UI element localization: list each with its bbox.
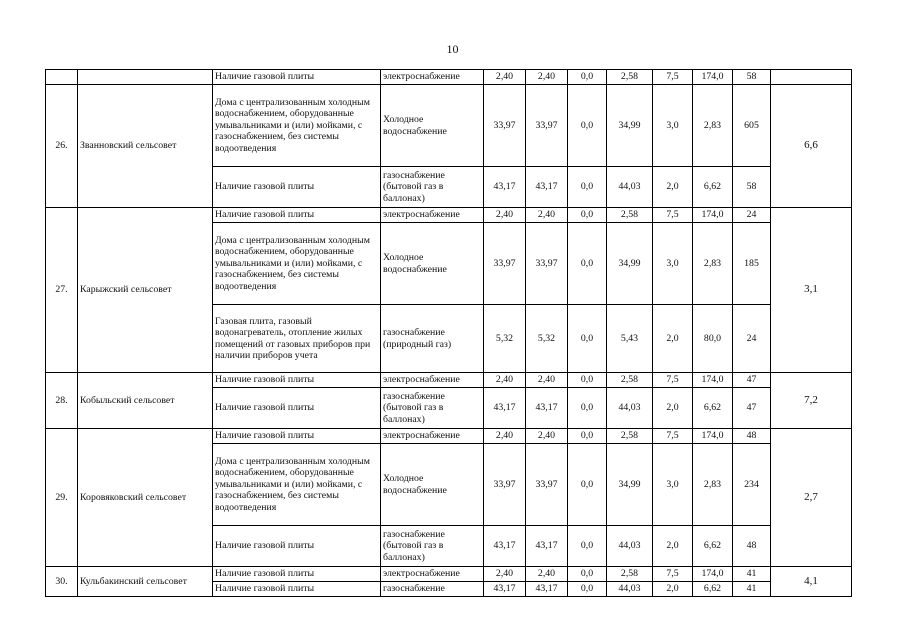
row-number: 26. bbox=[46, 85, 78, 208]
value-5: 3,0 bbox=[653, 444, 693, 526]
value-6: 2,83 bbox=[693, 444, 733, 526]
description-cell: Наличие газовой плиты bbox=[213, 526, 381, 567]
value-3: 0,0 bbox=[568, 567, 607, 582]
value-3: 0,0 bbox=[568, 223, 607, 305]
value-6: 6,62 bbox=[693, 167, 733, 208]
value-3: 0,0 bbox=[568, 305, 607, 373]
value-4: 34,99 bbox=[607, 223, 653, 305]
value-5: 3,0 bbox=[653, 85, 693, 167]
value-2: 33,97 bbox=[526, 444, 568, 526]
value-1: 2,40 bbox=[484, 567, 526, 582]
value-2: 2,40 bbox=[526, 208, 568, 223]
value-7: 41 bbox=[733, 582, 771, 597]
description-cell: Дома с централизованным холодным водоснабжением, оборудованные умывальниками и (или) мойками, с газоснабжением, без системы водоотведения bbox=[213, 85, 381, 167]
value-4: 5,43 bbox=[607, 305, 653, 373]
resource-cell: газоснабжение (бытовой газ в баллонах) bbox=[381, 526, 484, 567]
resource-cell: газоснабжение (бытовой газ в баллонах) bbox=[381, 167, 484, 208]
value-4: 2,58 bbox=[607, 429, 653, 444]
value-6: 174,0 bbox=[693, 70, 733, 85]
value-6: 6,62 bbox=[693, 582, 733, 597]
value-4: 44,03 bbox=[607, 526, 653, 567]
value-1: 2,40 bbox=[484, 373, 526, 388]
settlement-name: Кульбакинский сельсовет bbox=[78, 567, 213, 597]
value-3: 0,0 bbox=[568, 429, 607, 444]
value-7: 41 bbox=[733, 567, 771, 582]
value-6: 174,0 bbox=[693, 567, 733, 582]
settlement-name: Званновский сельсовет bbox=[78, 85, 213, 208]
resource-cell: электроснабжение bbox=[381, 429, 484, 444]
value-4: 2,58 bbox=[607, 373, 653, 388]
value-4: 44,03 bbox=[607, 388, 653, 429]
value-7: 24 bbox=[733, 305, 771, 373]
value-3: 0,0 bbox=[568, 70, 607, 85]
value-6: 80,0 bbox=[693, 305, 733, 373]
value-7: 48 bbox=[733, 429, 771, 444]
value-6: 2,83 bbox=[693, 85, 733, 167]
value-1: 43,17 bbox=[484, 582, 526, 597]
value-4: 2,58 bbox=[607, 208, 653, 223]
value-7: 24 bbox=[733, 208, 771, 223]
value-2: 2,40 bbox=[526, 429, 568, 444]
value-4: 44,03 bbox=[607, 167, 653, 208]
description-cell: Дома с централизованным холодным водоснабжением, оборудованные умывальниками и (или) мойками, с газоснабжением, без системы водоотведения bbox=[213, 223, 381, 305]
value-7: 185 bbox=[733, 223, 771, 305]
value-5: 7,5 bbox=[653, 567, 693, 582]
value-2: 33,97 bbox=[526, 223, 568, 305]
value-1: 33,97 bbox=[484, 85, 526, 167]
total-cell: 4,1 bbox=[771, 567, 852, 597]
resource-cell: газоснабжение (бытовой газ в баллонах) bbox=[381, 388, 484, 429]
description-cell: Наличие газовой плиты bbox=[213, 208, 381, 223]
row-number: 28. bbox=[46, 373, 78, 429]
value-4: 34,99 bbox=[607, 85, 653, 167]
value-6: 6,62 bbox=[693, 526, 733, 567]
value-7: 234 bbox=[733, 444, 771, 526]
value-1: 33,97 bbox=[484, 444, 526, 526]
value-6: 174,0 bbox=[693, 208, 733, 223]
value-6: 2,83 bbox=[693, 223, 733, 305]
row-number bbox=[46, 70, 78, 85]
description-cell: Наличие газовой плиты bbox=[213, 373, 381, 388]
value-4: 2,58 bbox=[607, 70, 653, 85]
resource-cell: электроснабжение bbox=[381, 567, 484, 582]
value-1: 33,97 bbox=[484, 223, 526, 305]
value-7: 47 bbox=[733, 388, 771, 429]
settlement-name: Коровяковский сельсовет bbox=[78, 429, 213, 567]
value-7: 58 bbox=[733, 167, 771, 208]
table-row bbox=[46, 70, 852, 85]
value-5: 7,5 bbox=[653, 373, 693, 388]
resource-cell: электроснабжение bbox=[381, 373, 484, 388]
resource-cell: Холодное водоснабжение bbox=[381, 444, 484, 526]
value-2: 5,32 bbox=[526, 305, 568, 373]
description-cell: Наличие газовой плиты bbox=[213, 167, 381, 208]
value-2: 2,40 bbox=[526, 373, 568, 388]
description-cell: Наличие газовой плиты bbox=[213, 582, 381, 597]
settlement-name: Карыжский сельсовет bbox=[78, 208, 213, 373]
value-2: 43,17 bbox=[526, 388, 568, 429]
settlement-name bbox=[78, 70, 213, 85]
value-1: 43,17 bbox=[484, 526, 526, 567]
value-5: 3,0 bbox=[653, 223, 693, 305]
table-row bbox=[46, 85, 852, 167]
settlement-name: Кобыльский сельсовет bbox=[78, 373, 213, 429]
total-cell: 6,6 bbox=[771, 85, 852, 208]
resource-cell: газоснабжение (природный газ) bbox=[381, 305, 484, 373]
value-5: 7,5 bbox=[653, 208, 693, 223]
table-row bbox=[46, 208, 852, 223]
resource-cell: электроснабжение bbox=[381, 70, 484, 85]
value-6: 174,0 bbox=[693, 373, 733, 388]
value-3: 0,0 bbox=[568, 582, 607, 597]
value-6: 174,0 bbox=[693, 429, 733, 444]
value-2: 2,40 bbox=[526, 70, 568, 85]
value-1: 5,32 bbox=[484, 305, 526, 373]
value-5: 7,5 bbox=[653, 429, 693, 444]
value-3: 0,0 bbox=[568, 388, 607, 429]
description-cell: Дома с централизованным холодным водоснабжением, оборудованные умывальниками и (или) мойками, с газоснабжением, без системы водоотведения bbox=[213, 444, 381, 526]
value-2: 43,17 bbox=[526, 582, 568, 597]
value-6: 6,62 bbox=[693, 388, 733, 429]
value-5: 2,0 bbox=[653, 526, 693, 567]
value-5: 2,0 bbox=[653, 305, 693, 373]
value-1: 43,17 bbox=[484, 167, 526, 208]
tariff-table bbox=[45, 69, 852, 597]
row-number: 29. bbox=[46, 429, 78, 567]
value-2: 43,17 bbox=[526, 526, 568, 567]
resource-cell: газоснабжение bbox=[381, 582, 484, 597]
row-number: 27. bbox=[46, 208, 78, 373]
description-cell: Наличие газовой плиты bbox=[213, 388, 381, 429]
description-cell: Наличие газовой плиты bbox=[213, 429, 381, 444]
value-4: 44,03 bbox=[607, 582, 653, 597]
description-cell: Наличие газовой плиты bbox=[213, 70, 381, 85]
table-body bbox=[46, 70, 852, 597]
page-number: 10 bbox=[446, 42, 459, 56]
value-3: 0,0 bbox=[568, 208, 607, 223]
resource-cell: Холодное водоснабжение bbox=[381, 85, 484, 167]
total-cell: 3,1 bbox=[771, 208, 852, 373]
description-cell: Газовая плита, газовый водонагреватель, отопление жилых помещений от газовых приборов при наличии приборов учета bbox=[213, 305, 381, 373]
value-1: 43,17 bbox=[484, 388, 526, 429]
table-row bbox=[46, 429, 852, 444]
value-1: 2,40 bbox=[484, 429, 526, 444]
value-7: 58 bbox=[733, 70, 771, 85]
value-7: 605 bbox=[733, 85, 771, 167]
value-7: 48 bbox=[733, 526, 771, 567]
resource-cell: электроснабжение bbox=[381, 208, 484, 223]
table-row bbox=[46, 373, 852, 388]
value-4: 2,58 bbox=[607, 567, 653, 582]
value-2: 2,40 bbox=[526, 567, 568, 582]
value-2: 43,17 bbox=[526, 167, 568, 208]
value-3: 0,0 bbox=[568, 167, 607, 208]
value-3: 0,0 bbox=[568, 85, 607, 167]
table-row bbox=[46, 567, 852, 582]
value-2: 33,97 bbox=[526, 85, 568, 167]
value-5: 7,5 bbox=[653, 70, 693, 85]
value-5: 2,0 bbox=[653, 388, 693, 429]
value-4: 34,99 bbox=[607, 444, 653, 526]
total-cell bbox=[771, 70, 852, 85]
value-3: 0,0 bbox=[568, 373, 607, 388]
value-5: 2,0 bbox=[653, 167, 693, 208]
row-number: 30. bbox=[46, 567, 78, 597]
value-7: 47 bbox=[733, 373, 771, 388]
value-3: 0,0 bbox=[568, 444, 607, 526]
value-1: 2,40 bbox=[484, 70, 526, 85]
total-cell: 7,2 bbox=[771, 373, 852, 429]
description-cell: Наличие газовой плиты bbox=[213, 567, 381, 582]
value-1: 2,40 bbox=[484, 208, 526, 223]
value-3: 0,0 bbox=[568, 526, 607, 567]
total-cell: 2,7 bbox=[771, 429, 852, 567]
value-5: 2,0 bbox=[653, 582, 693, 597]
resource-cell: Холодное водоснабжение bbox=[381, 223, 484, 305]
